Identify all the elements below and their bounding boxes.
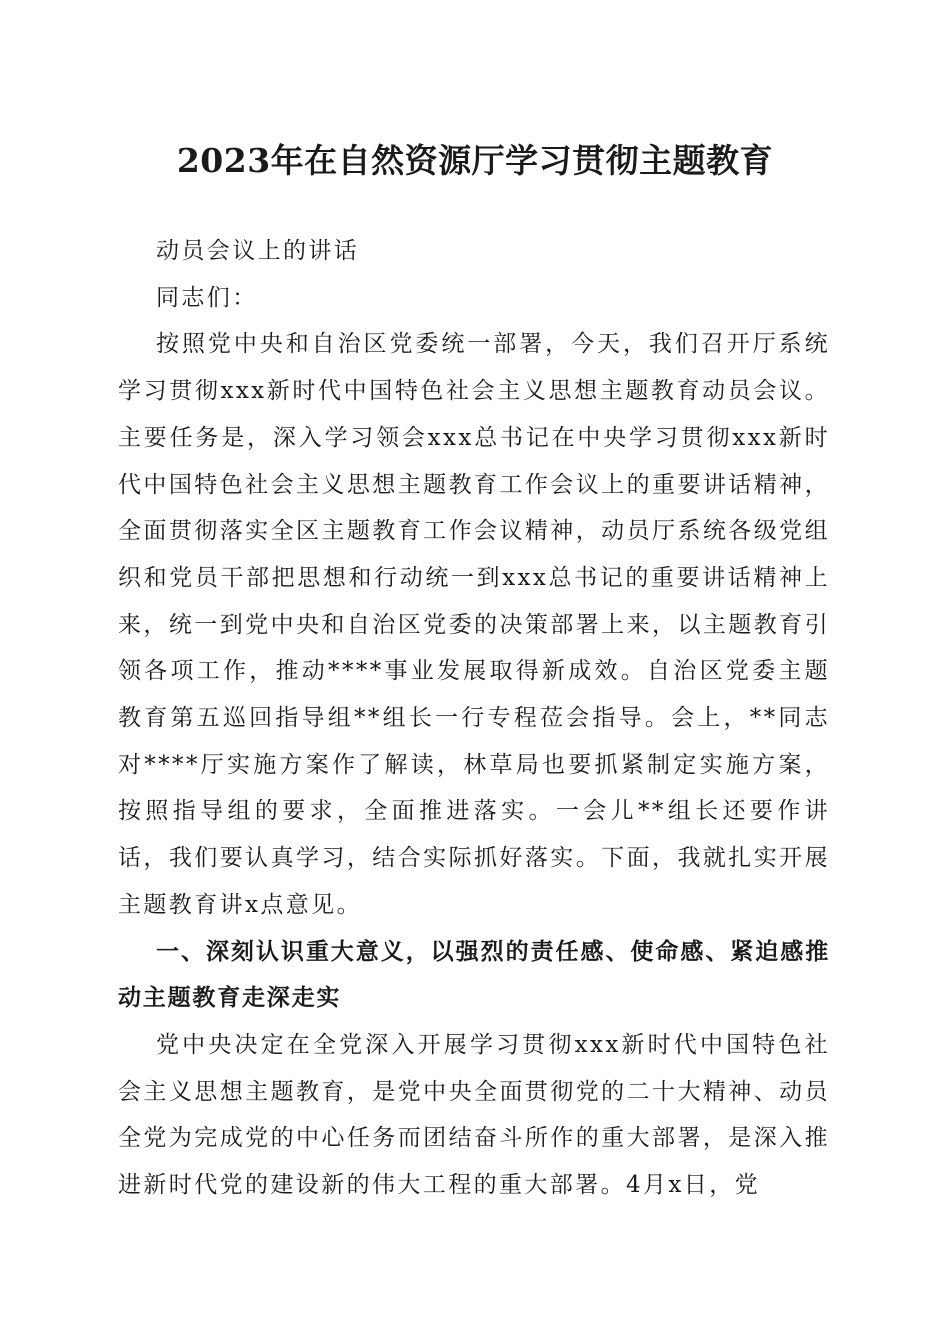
document-subtitle: 动员会议上的讲话 xyxy=(156,238,360,264)
salutation: 同志们： xyxy=(156,284,258,311)
document-title: 2023年在自然资源厅学习贯彻主题教育 xyxy=(176,141,774,180)
document-body xyxy=(118,228,830,1209)
body-paragraph: 按照党中央和自治区党委统一部署，今天，我们召开厅系统学习贯彻xxx新时代中国特色社会主义思想主题教育动员会议。主要任务是，深入学习领会xxx总书记在中央学习贯彻xxx新时代中国特色社会主义思想主题教育工作会议上的重要讲话精神，全面贯彻落实全区主题教育工作会议精神，动员厅系统各级党组织和党员干部把思想和行动统一到xxx总书记的重要讲话精神上来，统一到党中央和自治区党委的决策部署上来，以主题教育引领各项工作，推动****事业发展取得新成效。自治区党委主题教育第五巡回指导组**组长一行专程莅会指导。会上，**同志对****厅实施方案作了解读，林草局也要抓紧制定实施方案，按照指导组的要求，全面推进落实。一会儿**组长还要作讲话，我们要认真学习，结合实际抓好落实。下面，我就扎实开展主题教育讲x点意见。 xyxy=(118,331,830,918)
section-heading: 一、深刻认识重大意义，以强烈的责任感、使命感、紧迫感推动主题教育走深走实 xyxy=(118,938,830,1012)
body-paragraph: 党中央决定在全党深入开展学习贯彻xxx新时代中国特色社会主义思想主题教育，是党中央全面贯彻党的二十大精神、动员全党为完成党的中心任务而团结奋斗所作的重大部署，是深入推进新时代党的建设新的伟大工程的重大部署。4月x日，党 xyxy=(118,1031,830,1199)
